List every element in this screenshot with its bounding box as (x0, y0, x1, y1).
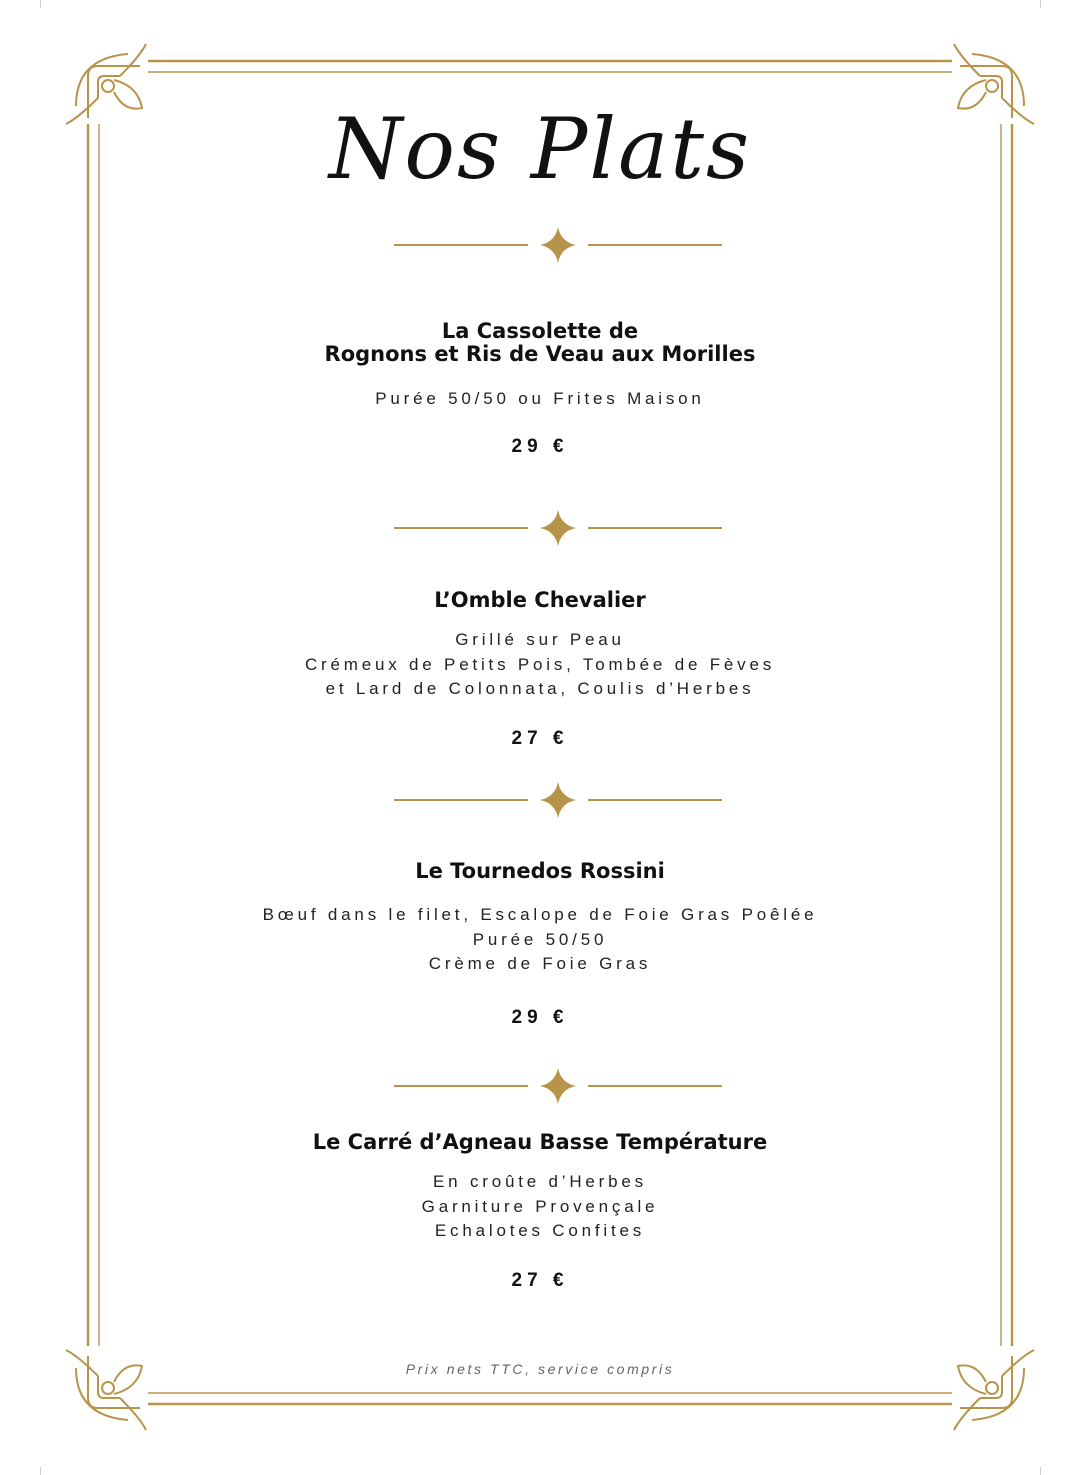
description-line: Echalotes Confites (434, 1221, 646, 1241)
footer-note: Prix nets TTC, service compris (405, 1361, 675, 1377)
description-line: Garniture Provençale (421, 1196, 659, 1216)
dish-price: 27 € (511, 727, 569, 749)
dish-name (0, 320, 1080, 366)
dish-price: 29 € (511, 435, 569, 457)
dish-description (0, 1170, 1080, 1244)
dish-item (0, 320, 1080, 458)
description-line: En croûte d’Herbes (433, 1172, 647, 1191)
description-line: Purée 50/50 ou Frites Maison (375, 389, 705, 408)
dish-name (0, 589, 1080, 612)
description-line: Crémeux de Petits Pois, Tombée de Fèves (304, 654, 776, 674)
dish-price: 27 € (511, 1269, 569, 1291)
description-line: Bœuf dans le filet, Escalope de Foie Gras Poêlée (262, 905, 818, 924)
dish-item (0, 860, 1080, 1029)
dish-name (0, 1131, 1080, 1154)
crop-mark (1040, 0, 1041, 8)
divider-star-icon (390, 1066, 726, 1106)
dish-name-line: Le Tournedos Rossini (415, 859, 665, 883)
divider-star-icon (390, 780, 726, 820)
description-line: et Lard de Colonnata, Coulis d’Herbes (325, 679, 755, 699)
crop-mark (40, 0, 41, 8)
description-line: Grillé sur Peau (455, 630, 625, 649)
dish-description (0, 387, 1080, 412)
divider-star-icon (390, 225, 726, 265)
dish-item (0, 1131, 1080, 1292)
dish-description (0, 628, 1080, 702)
dish-name (0, 860, 1080, 883)
description-line: Crème de Foie Gras (428, 954, 652, 974)
dish-description (0, 903, 1080, 977)
dish-name-line: Le Carré d’Agneau Basse Température (312, 1130, 768, 1154)
description-line: Purée 50/50 (472, 929, 608, 949)
page-title: Nos Plats (328, 100, 752, 198)
dish-name-line: Rognons et Ris de Veau aux Morilles (324, 342, 756, 366)
dish-name-line: L’Omble Chevalier (434, 588, 646, 612)
crop-mark (40, 1467, 41, 1475)
dish-price: 29 € (511, 1006, 569, 1028)
divider-star-icon (390, 508, 726, 548)
crop-mark (1040, 1467, 1041, 1475)
dish-item (0, 589, 1080, 750)
dish-name-line: La Cassolette de (441, 319, 639, 343)
